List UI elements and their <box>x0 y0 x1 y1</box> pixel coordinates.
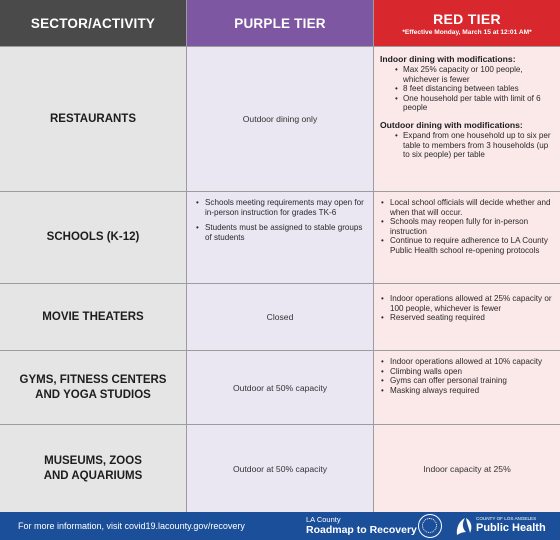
public-health-logo-icon <box>454 515 474 537</box>
purple-tier-cell <box>187 47 374 192</box>
purple-tier-cell <box>187 425 374 512</box>
purple-tier-cell <box>187 192 374 284</box>
county-seal-inner <box>422 518 437 533</box>
sector-name-line: GYMS, FITNESS CENTERS <box>19 373 167 386</box>
purple-tier-rule: Outdoor at 50% capacity <box>232 463 328 474</box>
sector-name: MOVIE THEATERS <box>42 310 144 323</box>
table-row <box>0 47 560 192</box>
red-rule-list <box>380 294 554 323</box>
list-item: • Indoor operations allowed at 25% capacity or 100 people, whichever is fewer <box>380 294 554 313</box>
sector-name <box>36 454 151 484</box>
red-tier-rule: Indoor capacity at 25% <box>423 463 511 474</box>
red-rule-list <box>380 198 554 256</box>
list-item: • Indoor operations allowed at 10% capacity <box>380 357 554 367</box>
purple-tier-cell <box>187 351 374 425</box>
sector-cell <box>0 351 187 425</box>
public-health-logo-small: COUNTY OF LOS ANGELES <box>476 516 537 521</box>
red-tier-effective-date: *Effective Monday, March 15 at 12:01 AM* <box>402 28 532 36</box>
list-item: • 8 feet distancing between tables <box>394 84 554 94</box>
sector-cell <box>0 284 187 351</box>
purple-rule-list <box>195 198 365 242</box>
table-row <box>0 351 560 425</box>
purple-tier-rule: Outdoor dining only <box>242 114 318 124</box>
red-tier-cell <box>374 425 560 512</box>
roadmap-logo-small: LA County <box>306 515 341 524</box>
red-rule-heading: Outdoor dining with modifications: <box>380 119 523 130</box>
county-seal-icon <box>418 514 442 538</box>
sector-cell <box>0 47 187 192</box>
list-item: • Masking always required <box>380 386 554 396</box>
purple-tier-header <box>187 0 374 47</box>
sector-name <box>12 373 175 403</box>
list-item: • Continue to require adherence to LA County Public Health school re-opening protocols <box>380 236 554 255</box>
purple-tier-rule: Closed <box>266 312 294 322</box>
list-item: • Local school officials will decide whether and when that will occur. <box>380 198 554 217</box>
purple-tier-rule: Outdoor at 50% capacity <box>232 382 328 393</box>
red-rule-heading: Indoor dining with modifications: <box>380 54 516 64</box>
list-item: • Reserved seating required <box>380 313 554 323</box>
header-row <box>0 0 560 47</box>
red-rule-list <box>380 65 554 113</box>
red-tier-cell <box>374 192 560 284</box>
list-item: • Students must be assigned to stable groups of students <box>195 223 365 242</box>
red-tier-cell <box>374 351 560 425</box>
sector-cell <box>0 192 187 284</box>
list-item: • Climbing walls open <box>380 367 554 377</box>
purple-tier-label: PURPLE TIER <box>234 15 326 31</box>
sector-cell <box>0 425 187 512</box>
red-tier-cell <box>374 284 560 351</box>
table-row <box>0 192 560 284</box>
public-health-logo-main: Public Health <box>476 522 546 534</box>
footer-bar <box>0 512 560 540</box>
list-item: • Schools meeting requirements may open for in-person instruction for grades TK-6 <box>195 198 365 217</box>
footer-info-link[interactable]: For more information, visit covid19.lacounty.gov/recovery <box>18 521 245 531</box>
red-tier-cell <box>374 47 560 192</box>
list-item: • Gyms can offer personal training <box>380 376 554 386</box>
sector-name-line: AND AQUARIUMS <box>43 469 143 482</box>
roadmap-to-recovery-logo <box>306 515 417 536</box>
sector-name: RESTAURANTS <box>49 112 137 125</box>
red-rule-list <box>380 131 554 160</box>
red-rule-list <box>380 357 554 395</box>
public-health-logo <box>476 516 546 535</box>
sector-header-label: SECTOR/ACTIVITY <box>30 15 156 31</box>
list-item: • Schools may reopen fully for in-person instruction <box>380 217 554 236</box>
sector-header <box>0 0 187 47</box>
list-item: • Expand from one household up to six per table to members from 3 households (up to six people) per table <box>394 131 554 160</box>
sector-name: SCHOOLS (K-12) <box>46 231 140 243</box>
sector-name-line: AND YOGA STUDIOS <box>35 388 151 401</box>
sector-name-line: MUSEUMS, ZOOS <box>44 454 142 467</box>
red-tier-label: RED TIER <box>433 10 501 27</box>
roadmap-logo-main: Roadmap to Recovery <box>306 524 417 536</box>
table-row <box>0 284 560 351</box>
list-item: • One household per table with limit of 6 people <box>394 94 554 113</box>
red-tier-header <box>374 0 560 47</box>
table-row <box>0 425 560 512</box>
purple-tier-cell <box>187 284 374 351</box>
list-item: • Max 25% capacity or 100 people, whichever is fewer <box>394 65 554 84</box>
